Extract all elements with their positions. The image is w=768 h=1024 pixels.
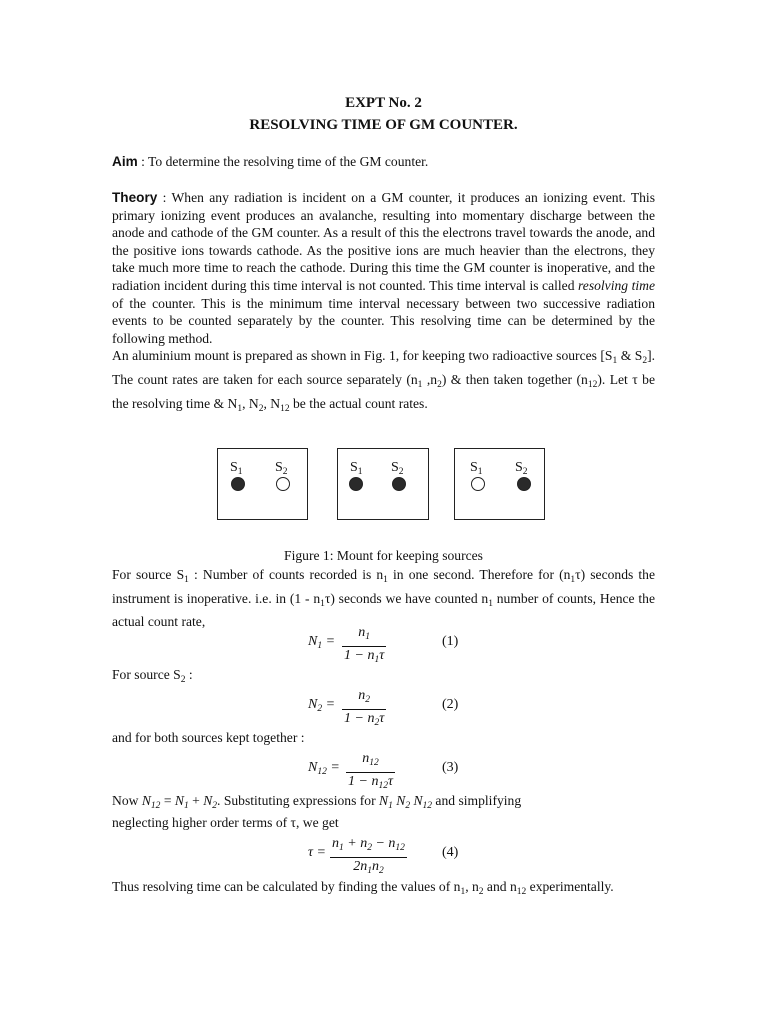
equation-1-lhs: $N_1$ = <box>308 634 336 651</box>
equation-3-lhs: $N_{12}$ = <box>308 760 340 777</box>
s1-label: $S_1$ <box>350 460 363 477</box>
aim-paragraph <box>112 153 655 171</box>
substitution-paragraph: Now $N_{12} = N_1 + N_2$. Substituting expressions for $N_1$ $N_2$ $N_{12}$ and simplifying <box>112 793 522 811</box>
theory-label: Theory <box>112 190 158 205</box>
equation-2-fraction: $\frac{n_2}{1 - n_2\tau}$ <box>342 687 386 732</box>
mount-box-2 <box>337 448 429 520</box>
equation-3-fraction: $\frac{n_{12}}{1 - n_{12}\tau}$ <box>346 750 395 795</box>
source-dot-filled <box>231 477 245 491</box>
source-dot-filled <box>349 477 363 491</box>
aim-label: Aim <box>112 154 138 169</box>
theory-paragraph: Theory : When any radiation is incident on a GM counter, it produces an ionizing event. This primary ionizing event produces an avalanche, resulting into momentary discharge between the anode and cathode of the GM counter. As a result of this the electrons travel towards the anode, and the positive ions towards cathode. As the positive ions are much heavier than the electrons, they take much more time to reach the cathode. During this time the GM counter is inoperative, and the radiation incident during this time interval is not counted. This time interval is called resolving time of the counter. This is the minimum time interval necessary between two successive radiation events to be counted separately by the counter. This resolving time can be determined by the following method. An aluminium mount is prepared as shown in Fig. 1, for keeping two radioactive sources [$S_1$ & $S_2$]. The count rates are taken for each source separately ($n_1$ $,n_2$) & then taken together $(n_{12})$. Let τ be the resolving time & $N_1$, $N_2$, $N_{12}$ be the actual count rates. <box>112 190 656 414</box>
source-s1-paragraph: For source $S_1$ : Number of counts recorded is $n_1$ in one second. Therefore for $(n_1\tau)$ seconds the instrument is inoperative. i.e. in $(1 - n_1\tau)$ seconds we have counted $n_1$ number of counts, Hence the actual count rate, <box>112 567 655 630</box>
source-dot-filled <box>392 477 406 491</box>
source-s2-label: For source $S_2$ : <box>112 667 193 685</box>
s1-label: $S_1$ <box>470 460 483 477</box>
mount-box-1 <box>217 448 308 520</box>
figure-caption: Figure 1: Mount for keeping sources <box>284 548 483 563</box>
neglecting-line: neglecting higher order terms of τ, we get <box>112 815 339 830</box>
s2-label: $S_2$ <box>515 460 528 477</box>
equation-2-lhs: $N_2$ = <box>308 697 336 714</box>
source-dot-filled <box>517 477 531 491</box>
aim-text: : To determine the resolving time of the GM counter. <box>137 154 429 169</box>
source-dot-empty <box>471 477 485 491</box>
s1-label: $S_1$ <box>230 460 243 477</box>
s2-label: $S_2$ <box>391 460 404 477</box>
s2-label: $S_2$ <box>275 460 288 477</box>
experiment-number: EXPT No. 2 <box>345 95 422 111</box>
conclusion-paragraph: Thus resolving time can be calculated by finding the values of $n_1$, $n_2$ and $n_{12}$ experimentally. <box>112 879 614 897</box>
equation-4-number: (4) <box>442 845 459 860</box>
equation-3-number: (3) <box>442 760 459 775</box>
equation-2-number: (2) <box>442 697 459 712</box>
equation-4-lhs: τ = <box>308 845 326 860</box>
equation-1-number: (1) <box>442 634 459 649</box>
source-dot-empty <box>276 477 290 491</box>
page-title: RESOLVING TIME OF GM COUNTER. <box>249 117 518 133</box>
equation-1-fraction: $\frac{n_1}{1 - n_1\tau}$ <box>342 624 386 669</box>
equation-4-fraction: $\frac{n_1 + n_2 - n_{12}}{2n_1n_2}$ <box>330 835 407 880</box>
both-sources-label: and for both sources kept together : <box>112 730 305 745</box>
mount-box-3 <box>454 448 545 520</box>
